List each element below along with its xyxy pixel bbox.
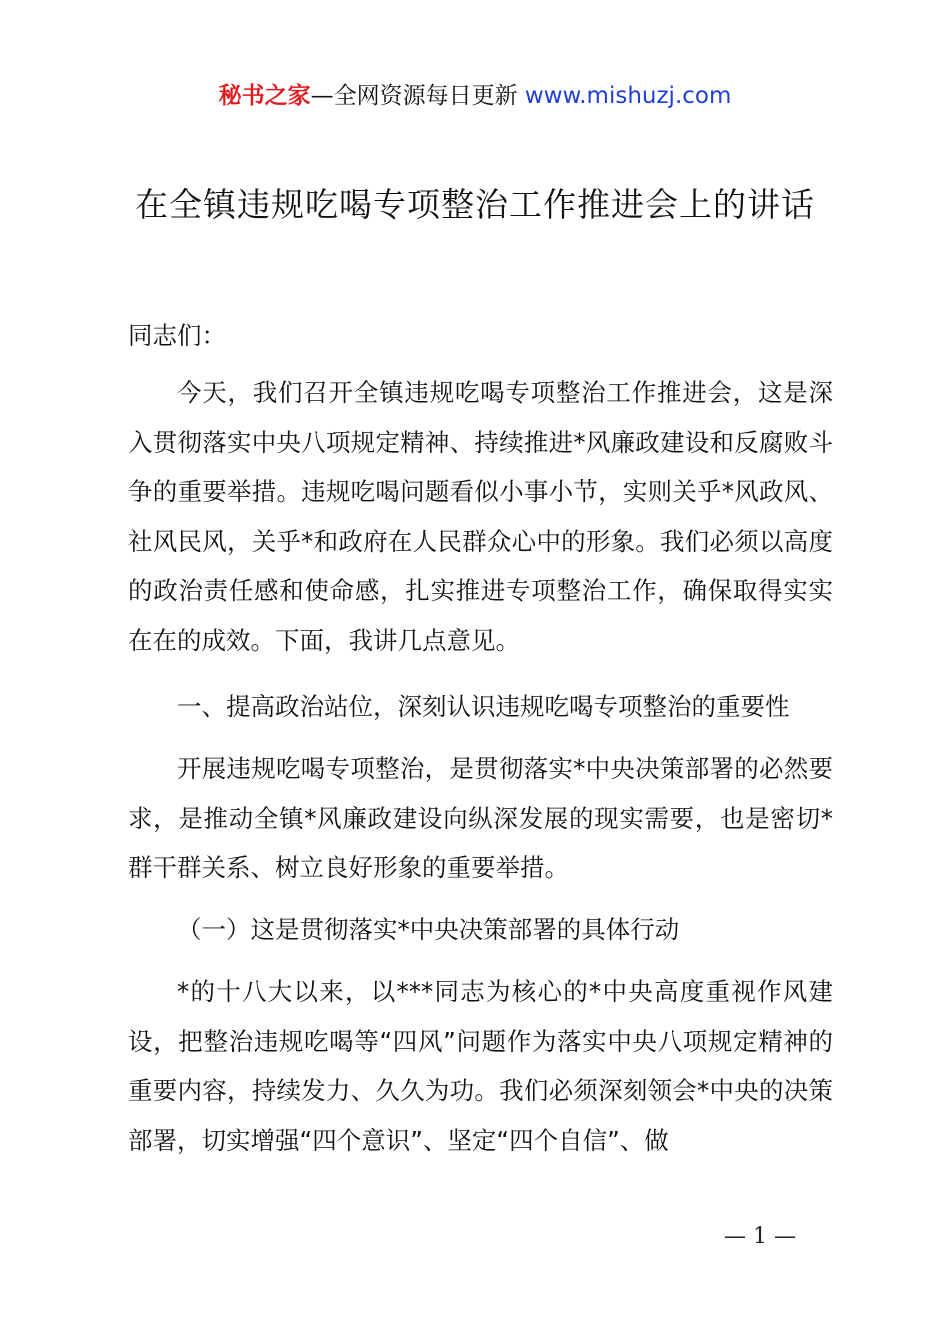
- paragraph-section-1: 开展违规吃喝专项整治，是贯彻落实*中央决策部署的必然要求，是推动全镇*风廉政建设向纵深发展的现实需要，也是密切*群干群关系、树立良好形象的重要举措。: [128, 754, 833, 882]
- banner-tagline: —全网资源每日更新: [310, 83, 518, 109]
- paragraph-subsection-1: *的十八大以来，以***同志为核心的*中央高度重视作风建设，把整治违规吃喝等“四风”问题作为落实中央八项规定精神的重要内容，持续发力、久久为功。我们必须深刻领会*中央的决策部署，切实增强“四个意识”、坚定“四个自信”、做: [128, 977, 833, 1155]
- page-number: — 1 —: [724, 1224, 796, 1249]
- greeting: 同志们：: [128, 321, 226, 350]
- paragraph-intro: 今天，我们召开全镇违规吃喝专项整治工作推进会，这是深入贯彻落实中央八项规定精神、持续推进*风廉政建设和反腐败斗争的重要举措。违规吃喝问题看似小事小节，实则关乎*风政风、社风民风，关乎*和政府在人民群众心中的形象。我们必须以高度的政治责任感和使命感，扎实推进专项整治工作，确保取得实实在在的成效。下面，我讲几点意见。: [128, 378, 833, 655]
- site-banner: [0, 78, 950, 114]
- section-heading-1: 一、提高政治站位，深刻认识违规吃喝专项整治的重要性: [177, 692, 790, 721]
- banner-url-link[interactable]: www.mishuzj.com: [524, 83, 732, 109]
- document-title: 在全镇违规吃喝专项整治工作推进会上的讲话: [135, 185, 815, 224]
- subsection-heading-1: （一）这是贯彻落实*中央决策部署的具体行动: [177, 915, 680, 944]
- brand-name: 秘书之家: [218, 83, 311, 109]
